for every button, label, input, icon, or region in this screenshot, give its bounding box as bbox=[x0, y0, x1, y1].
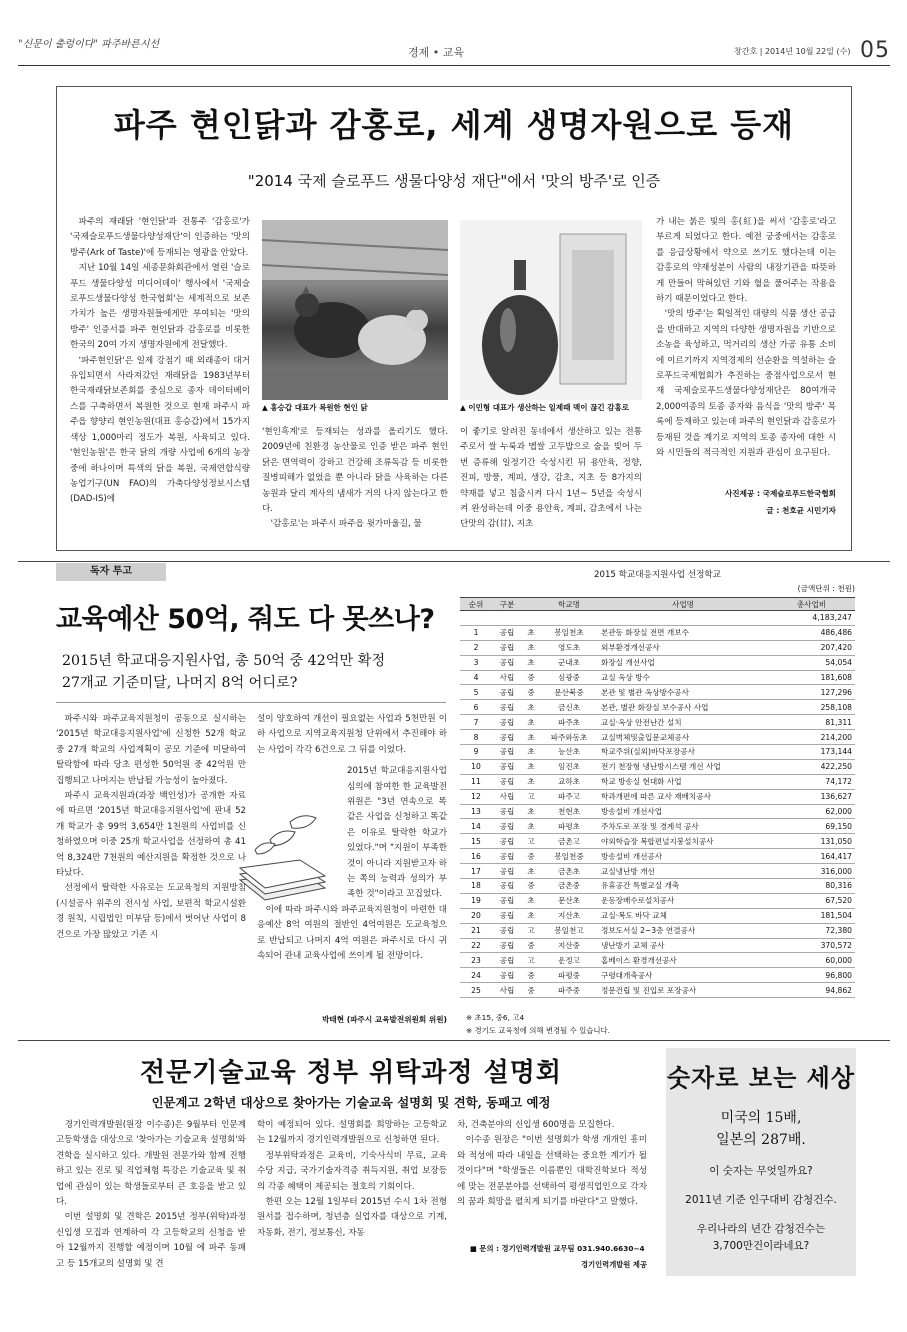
table-row bbox=[460, 700, 855, 715]
table-cell: 파주초 bbox=[540, 715, 598, 730]
table-note-2: ※ 경기도 교육청에 의해 변경될 수 있습니다. bbox=[466, 1026, 611, 1035]
table-row bbox=[460, 730, 855, 745]
table-cell: 181,608 bbox=[768, 670, 855, 685]
sidebar-question: 이 숫자는 무엇일까요? bbox=[709, 1165, 813, 1177]
column-header: 순위 bbox=[460, 598, 492, 611]
table-cell: 214,200 bbox=[768, 730, 855, 745]
table-row bbox=[460, 759, 855, 774]
table-cell: 냉난방기 교체 공사 bbox=[598, 938, 768, 953]
table-row bbox=[460, 625, 855, 640]
table-cell: 초 bbox=[522, 819, 540, 834]
article2-headline: 교육예산 50억, 줘도 다 못쓰나? bbox=[56, 604, 435, 635]
table-row bbox=[460, 879, 855, 894]
table-cell: 공립 bbox=[492, 879, 522, 894]
article3-headline: 전문기술교육 정부 위탁과정 설명회 bbox=[140, 1058, 562, 1088]
article3-credit: 경기인력개발원 제공 bbox=[581, 1260, 647, 1269]
table-cell: 고 bbox=[522, 953, 540, 968]
table-cell: 공립 bbox=[492, 804, 522, 819]
sidebar-title: 숫자로 보는 세상 bbox=[667, 1063, 855, 1092]
table-cell: 공립 bbox=[492, 759, 522, 774]
article2-subhead2: 27개교 기준미달, 나머지 8억 어디로? bbox=[62, 675, 298, 691]
table-cell: 지산초 bbox=[540, 908, 598, 923]
table-row bbox=[460, 923, 855, 938]
table-cell: 7 bbox=[460, 715, 492, 730]
paragraph: 이번 설명회 및 견학은 2015년 정부(위탁)과정 신입생 모집과 연계하여 각 고등학교의 신청을 받아 12월까지 진행할 예정이며 10월 에 파주 동패고 등 15개교의 설명회 및 견 bbox=[56, 1212, 246, 1269]
table-cell: 공립 bbox=[492, 625, 522, 640]
table-cell: 258,108 bbox=[768, 700, 855, 715]
table-total-value: 4,183,247 bbox=[768, 611, 855, 626]
table-cell: 파주고 bbox=[540, 789, 598, 804]
column-header bbox=[522, 598, 540, 611]
table-cell: 외부환경개선공사 bbox=[598, 640, 768, 655]
table-cell: 공립 bbox=[492, 685, 522, 700]
table-row bbox=[460, 789, 855, 804]
table-cell: 80,316 bbox=[768, 879, 855, 894]
table-cell: 방송설비 개선사업 bbox=[598, 804, 768, 819]
article1-col4 bbox=[656, 215, 836, 462]
article2-author: 박태현 (파주시 교육발전위원회 위원) bbox=[322, 1015, 447, 1024]
column-header: 구분 bbox=[492, 598, 522, 611]
chicken-illustration bbox=[262, 220, 448, 400]
table-cell: 공립 bbox=[492, 968, 522, 983]
paragraph: 지난 10월 14일 세종문화회관에서 열린 '슬로푸드 생물다양성 미디어데이' 행사에서 '국제슬로푸드생물다양성 한국협회'는 세계적으로 보존가치가 높은 생명자원들에게만 부여되는 '맛의 방주' 인증서를 파주 현인닭과 감홍로를 비롯한 한국의 20여 가지 생명자원에게 전달했다. bbox=[70, 263, 250, 351]
table-cell: 봉일천중 bbox=[540, 849, 598, 864]
table-cell: 봉일천초 bbox=[540, 625, 598, 640]
table-cell: 운정고 bbox=[540, 953, 598, 968]
article3-subhead: 인문계고 2학년 대상으로 찾아가는 기술교육 설명회 및 견학, 동패고 예정 bbox=[151, 1095, 551, 1110]
selection-table bbox=[460, 597, 855, 998]
numbers-sidebar-box bbox=[666, 1048, 856, 1276]
table-cell: 17 bbox=[460, 864, 492, 879]
table-cell: 207,420 bbox=[768, 640, 855, 655]
issue-info: 창간호 | 2014년 10월 22일 (수) bbox=[734, 47, 851, 56]
article1-col3 bbox=[460, 425, 642, 533]
photo2-caption: ▲ 이민형 대표가 생산하는 일제때 맥이 끊긴 감홍로 bbox=[460, 403, 629, 412]
table-cell: 방송설비 개선공사 bbox=[598, 849, 768, 864]
table-cell: 공립 bbox=[492, 774, 522, 789]
table-cell: 14 bbox=[460, 819, 492, 834]
table-cell: 초 bbox=[522, 625, 540, 640]
table-cell: 공립 bbox=[492, 938, 522, 953]
table-cell: 중 bbox=[522, 938, 540, 953]
table-row bbox=[460, 715, 855, 730]
table-cell: 공립 bbox=[492, 700, 522, 715]
table-cell: 파평중 bbox=[540, 968, 598, 983]
table-row bbox=[460, 953, 855, 968]
table-cell: 316,000 bbox=[768, 864, 855, 879]
paragraph: 파주시와 파주교육지원청이 공동으로 실시하는 '2015년 학교대응지원사업'에 신청한 52개 학교 중 27개 학교의 사업계획이 공모 기준에 미달하여 탈락함에 따라 당초 편성한 50억원 중 42억원 만 집행되고 나머지는 반납될 가능성이 높아졌다. bbox=[56, 714, 246, 786]
table-cell: 초 bbox=[522, 730, 540, 745]
paragraph: 정부위탁과정은 교육비, 기숙사식비 무료, 교육수당 지급, 국가기술자격증 취득지원, 취업 보장등의 각종 혜택이 제공되는 절호의 기회이다. bbox=[257, 1150, 447, 1192]
sidebar-fact-2: 3,700만건이라네요? bbox=[712, 1240, 810, 1252]
table-cell: 370,572 bbox=[768, 938, 855, 953]
table-cell: 136,627 bbox=[768, 789, 855, 804]
table-cell: 173,144 bbox=[768, 745, 855, 760]
paragraph: '감홍로'는 파주시 파주읍 윗가마울길, 물 bbox=[270, 519, 422, 530]
table-cell: 교실·옥상 안전난간 설치 bbox=[598, 715, 768, 730]
table-cell: 교실·복도 바닥 교체 bbox=[598, 908, 768, 923]
table-cell: 정문건립 및 진입로 포장공사 bbox=[598, 983, 768, 998]
table-cell: 20 bbox=[460, 908, 492, 923]
paragraph: 한편 오는 12월 1일부터 2015년 수시 1차 전형 원서를 접수하며, 청년층 실업자를 대상으로 기계, 자동화, 전기, 정보통신, 자동 bbox=[257, 1197, 447, 1238]
table-cell: 공립 bbox=[492, 819, 522, 834]
table-cell: 60,000 bbox=[768, 953, 855, 968]
table-cell: 교실냉난방 개선 bbox=[598, 864, 768, 879]
table-row bbox=[460, 819, 855, 834]
table-cell: 9 bbox=[460, 745, 492, 760]
table-cell: 54,054 bbox=[768, 655, 855, 670]
table-cell: 23 bbox=[460, 953, 492, 968]
table-cell: 69,150 bbox=[768, 819, 855, 834]
article3-col1 bbox=[56, 1118, 246, 1272]
table-cell: 홈베이스 환경개선공사 bbox=[598, 953, 768, 968]
paragraph: 파주의 재래닭 '현인닭'과 전통주 '감홍로'가 '국제슬로푸드생물다양성재단'이 인증하는 '맛의 방주(Ark of Taste)'에 등재되는 영광을 안았다. bbox=[70, 217, 250, 258]
table-cell: 교실 옥상 방수 bbox=[598, 670, 768, 685]
table-cell: 131,050 bbox=[768, 834, 855, 849]
table-row bbox=[460, 968, 855, 983]
table-row bbox=[460, 908, 855, 923]
table-cell: 화장실 개선사업 bbox=[598, 655, 768, 670]
table-cell: 군내초 bbox=[540, 655, 598, 670]
table-row bbox=[460, 849, 855, 864]
table-unit: (금액단위 : 천원) bbox=[797, 584, 855, 593]
writer-credit: 글 : 천호균 시민기자 bbox=[766, 506, 836, 515]
table-cell: 62,000 bbox=[768, 804, 855, 819]
paragraph: 2015년 학교대응지원사업 심의에 참여한 한 교육발전위원은 "3년 연속으로 똑같은 사업을 신청하고 똑같은 이유로 탈락한 학교가 있었다."며 "지원이 부족한 것이 아니라 지원받고자 하는 쪽의 능력과 성의가 부족한 것"이라고 꼬집었다. bbox=[347, 766, 447, 900]
table-cell: 중 bbox=[522, 685, 540, 700]
table-cell: 파평초 bbox=[540, 819, 598, 834]
table-cell: 본관 및 별관 옥상방수공사 bbox=[598, 685, 768, 700]
table-cell: 초 bbox=[522, 804, 540, 819]
table-cell: 문산북중 bbox=[540, 685, 598, 700]
table-cell: 4 bbox=[460, 670, 492, 685]
table-cell: 천현초 bbox=[540, 804, 598, 819]
table-cell: 초 bbox=[522, 655, 540, 670]
table-cell: 12 bbox=[460, 789, 492, 804]
table-cell: 1 bbox=[460, 625, 492, 640]
table-cell: 임진초 bbox=[540, 759, 598, 774]
article1-subhead: "2014 국제 슬로푸드 생물다양성 재단"에서 '맛의 방주'로 인증 bbox=[247, 172, 661, 190]
table-row bbox=[460, 864, 855, 879]
table-row bbox=[460, 938, 855, 953]
table-cell: 교하초 bbox=[540, 774, 598, 789]
table-cell: 94,862 bbox=[768, 983, 855, 998]
table-cell: 16 bbox=[460, 849, 492, 864]
column-header: 총사업비 bbox=[768, 598, 855, 611]
table-cell: 공립 bbox=[492, 745, 522, 760]
kicker-reader-contribution bbox=[56, 563, 166, 581]
table-cell: 학교주위(실외)바닥포장공사 bbox=[598, 745, 768, 760]
paragraph: 이수종 원장은 "이번 설명회가 학생 개개인 흥미와 적성에 따라 내일을 선택하는 중요한 계기가 될 것이다"며 "학생들은 이름뿐인 대학진학보다 적성에 맞는 전문분야를 선택하여 평생직업인으로 각자의 꿈과 희망을 펼치게 되기를 바란다"고 말했다. bbox=[457, 1135, 647, 1208]
table-cell: 공립 bbox=[492, 864, 522, 879]
table-cell: 2 bbox=[460, 640, 492, 655]
table-row bbox=[460, 745, 855, 760]
table-cell: 중 bbox=[522, 968, 540, 983]
table-row bbox=[460, 804, 855, 819]
sidebar-fact-1: 우리나라의 년간 감청건수는 bbox=[696, 1223, 826, 1235]
table-cell: 초 bbox=[522, 640, 540, 655]
table-cell: 공립 bbox=[492, 640, 522, 655]
table-cell: 사립 bbox=[492, 983, 522, 998]
table-cell: 164,417 bbox=[768, 849, 855, 864]
table-cell: 21 bbox=[460, 923, 492, 938]
table-row bbox=[460, 670, 855, 685]
table-cell: 중 bbox=[522, 983, 540, 998]
section-label: 경제 • 교육 bbox=[408, 46, 464, 59]
table-total-row bbox=[460, 611, 855, 626]
table-cell: 공립 bbox=[492, 655, 522, 670]
paragraph: 이에 따라 파주시와 파주교육지원청이 마련한 대응예산 8억 여원의 절반인 4억여원은 도교육청으로 반납되고 나머지 4억 여원은 파주시로 다시 귀속되어 관내 교육사업에 쓰이게 될 전망이다. bbox=[257, 904, 447, 962]
table-cell: 문산초 bbox=[540, 893, 598, 908]
table-cell: 심광중 bbox=[540, 670, 598, 685]
table-cell: 본관동 화장실 전면 개보수 bbox=[598, 625, 768, 640]
logo-text: "신문이 출렁이다" 파주바른시선 bbox=[18, 39, 160, 50]
table-cell: 영도초 bbox=[540, 640, 598, 655]
table-cell: 초 bbox=[522, 908, 540, 923]
bottle-illustration bbox=[460, 220, 642, 400]
table-cell: 초 bbox=[522, 864, 540, 879]
table-cell: 중 bbox=[522, 849, 540, 864]
paragraph: '파주현인닭'은 일제 강점기 때 외래종이 대거 유입되면서 사라져갔던 재래닭을 1983년부터 한국재래닭보존회를 중심으로 종자 데이터베이스를 구축하면서 복원한 것으로 현재 파주시 파주읍 향양리 현인농원(대표 홍승갑)에서 15가지 색상 1,000마리 정도가 복원, 사육되고 있다. '현인농원'은 한국 닭의 개량 사업에 6개의 농장 중에 하나이며 특색의 닭을 복원, 국제연합식량농업기구(UN FAO)의 가축다양성정보시스템(DAD-IS)에 bbox=[70, 355, 250, 505]
table-cell: 초 bbox=[522, 759, 540, 774]
table-cell: 8 bbox=[460, 730, 492, 745]
table-cell: 13 bbox=[460, 804, 492, 819]
paragraph: 이 좋기로 알려진 동네에서 생산하고 있는 전통주로서 쌀 누룩과 멥쌀 고두밥으로 술을 빚어 두 번 증류해 일정기간 숙성시킨 뒤 용안육, 정향, 진피, 방풍, 계피, 생강, 감초, 지초 등 8가지의 약재를 넣고 침출시켜 다시 1년~ 5년을 숙성시켜 완성하는데 이중 용안육, 계피, 감초에서 나는 단맛의 감(甘), 지초 bbox=[460, 427, 642, 530]
paragraph: '맛의 방주'는 획일적인 대량의 식품 생산 공급을 반대하고 지역의 다양한 생명자원을 기반으로 소농을 육성하고, 먹거리의 생산 가공 유통 소비에 이르기까지 지역경제의 선순환을 역설하는 슬로푸드국제협회가 추진하는 중점사업으로서 현재 국제슬로푸드생물다양성재단은 80여개국 2,000여종의 토종 종자와 음식을 '맛의 방주' 목록에 등재하고 있는데 파주의 현인닭과 감홍로가 등재된 것을 계기로 지역의 토종 종자에 대한 시와 시민들의 적극적인 지원과 관심이 요구된다. bbox=[656, 309, 836, 459]
table-row bbox=[460, 655, 855, 670]
table-cell: 공립 bbox=[492, 923, 522, 938]
table-header-row bbox=[460, 598, 855, 611]
table-cell: 19 bbox=[460, 893, 492, 908]
article2-subhead1: 2015년 학교대응지원사업, 총 50억 중 42억만 확정 bbox=[62, 653, 386, 669]
table-cell: 봉일천고 bbox=[540, 923, 598, 938]
table-row bbox=[460, 774, 855, 789]
paragraph: 선정에서 탈락한 사유로는 도교육청의 지원방침(시설공사 위주의 전시성 사업, 보편적 학교시설환경 원칙, 시립법인 미부담 등)에서 벗어난 사업이 8건으로 가장 많았고 기존 시 bbox=[56, 883, 246, 940]
paragraph: 파주시 교육지원과(과장 백인성)가 공개한 자료에 따르면 '2015년 학교대응지원사업'에 판내 52개 학교가 총 99억 3,654만 1천원의 사업비를 신청하였으며 이중 25개 학교사업을 선정하여 총 41억 8,324만 7천원의 예산지원을 확정한 것으로 나타났다. bbox=[56, 791, 246, 879]
sidebar-line-1: 미국의 15배, bbox=[720, 1110, 802, 1126]
table-cell: 금촌중 bbox=[540, 879, 598, 894]
table-cell: 지산중 bbox=[540, 938, 598, 953]
photo1-caption: ▲ 홍승갑 대표가 복원한 현인 닭 bbox=[262, 403, 368, 412]
article1-headline: 파주 현인닭과 감홍로, 세계 생명자원으로 등재 bbox=[113, 106, 795, 144]
table-cell: 81,311 bbox=[768, 715, 855, 730]
table-cell: 181,504 bbox=[768, 908, 855, 923]
table-cell: 능산초 bbox=[540, 745, 598, 760]
column-header: 학교명 bbox=[540, 598, 598, 611]
table-cell: 교실벽체및출입문교체공사 bbox=[598, 730, 768, 745]
table-cell: 전기 천장형 냉난방시스템 개선 사업 bbox=[598, 759, 768, 774]
sidebar-line-2: 일본의 287배. bbox=[716, 1132, 806, 1148]
table-title: 2015 학교대응지원사업 선정학교 bbox=[594, 570, 721, 580]
table-cell: 사립 bbox=[492, 670, 522, 685]
table-cell: 야외학습장 복합편널지붕설치공사 bbox=[598, 834, 768, 849]
table-cell: 공립 bbox=[492, 908, 522, 923]
table-cell: 6 bbox=[460, 700, 492, 715]
table-cell: 10 bbox=[460, 759, 492, 774]
table-cell: 11 bbox=[460, 774, 492, 789]
paragraph: 학이 예정되어 있다. 설명회를 희망하는 고등학교는 12월까지 경기인력개발원으로 신청하면 된다. bbox=[257, 1120, 447, 1146]
paragraph: '현인흑계'로 등재되는 성과를 올리기도 했다. 2009년에 친환경 농산물로 인증 받은 파주 현인닭은 면역력이 강하고 건강해 조류독감 등 비롯한 질병피해가 없었을 뿐 아니라 닭을 사육하는 다른 농원과 달리 계사의 냄새가 거의 나지 않는다고 한다. bbox=[262, 427, 448, 515]
table-cell: 공립 bbox=[492, 849, 522, 864]
table-cell: 5 bbox=[460, 685, 492, 700]
table-cell: 25 bbox=[460, 983, 492, 998]
table-cell: 금촌초 bbox=[540, 864, 598, 879]
table-cell: 초 bbox=[522, 745, 540, 760]
table-cell: 운동장배수로설치공사 bbox=[598, 893, 768, 908]
table-cell: 학교 방송실 현대화 사업 bbox=[598, 774, 768, 789]
table-cell: 공립 bbox=[492, 893, 522, 908]
sidebar-answer: 2011년 기준 인구대비 감청건수. bbox=[685, 1194, 837, 1206]
article2-col1 bbox=[56, 712, 246, 943]
table-cell: 고 bbox=[522, 834, 540, 849]
photo-hyeonin-chicken bbox=[262, 220, 448, 400]
table-cell: 22 bbox=[460, 938, 492, 953]
table-cell: 사립 bbox=[492, 789, 522, 804]
table-cell: 초 bbox=[522, 715, 540, 730]
article1-col2 bbox=[262, 425, 448, 533]
table-cell: 금촌고 bbox=[540, 834, 598, 849]
table-cell: 3 bbox=[460, 655, 492, 670]
table-cell: 파주중 bbox=[540, 983, 598, 998]
table-cell: 422,250 bbox=[768, 759, 855, 774]
table-cell: 24 bbox=[460, 968, 492, 983]
column-header: 사업명 bbox=[598, 598, 768, 611]
table-cell: 초 bbox=[522, 774, 540, 789]
table-cell: 파주와동초 bbox=[540, 730, 598, 745]
table-cell: 중 bbox=[522, 879, 540, 894]
masthead-logo bbox=[18, 32, 198, 54]
table-row bbox=[460, 983, 855, 998]
table-cell: 정보도서실 2~3층 연결공사 bbox=[598, 923, 768, 938]
table-cell: 구령대개축공사 bbox=[598, 968, 768, 983]
table-cell: 고 bbox=[522, 923, 540, 938]
table-cell: 초 bbox=[522, 700, 540, 715]
paragraph: 경기인력개발원(원장 이수종)은 9월부터 인문계고등학생을 대상으로 '찾아가는 기술교육 설명회'와 견학을 실시하고 있다. 개발원 전문가와 함께 진행하고 있는 진로 및 직업체험 특강은 기술교육 및 취업에 관심이 있는 학생들로부터 큰 호응을 받고 있다. bbox=[56, 1120, 246, 1208]
photo-gamhongro-bottle bbox=[460, 220, 642, 400]
table-cell: 공립 bbox=[492, 715, 522, 730]
article3-col2 bbox=[257, 1118, 447, 1241]
table-cell: 공립 bbox=[492, 730, 522, 745]
article3-col3 bbox=[457, 1118, 647, 1210]
table-cell: 중 bbox=[522, 670, 540, 685]
table-cell: 공립 bbox=[492, 953, 522, 968]
table-cell: 주차도로 포장 및 경계석 공사 bbox=[598, 819, 768, 834]
table-cell: 96,800 bbox=[768, 968, 855, 983]
table-note-1: ※ 초15, 중6, 고4 bbox=[466, 1013, 525, 1022]
table-cell: 고 bbox=[522, 789, 540, 804]
table-cell: 67,520 bbox=[768, 893, 855, 908]
table-cell: 금신초 bbox=[540, 700, 598, 715]
paragraph: 설이 양호하여 개선이 필요없는 사업과 5천만원 이하 사업으로 지역교육지원청 단위에서 추진해야 하는 사업이 각각 6건으로 그 뒤를 이었다. bbox=[257, 714, 447, 755]
paragraph: 가 내는 붉은 빛의 홍(紅)을 써서 '감홍로'라고 부르게 되었다고 한다. 예전 궁중에서는 감홍로를 응급상황에서 약으로 쓰기도 했다는데 이는 감홍로의 약재성분이 사람의 내장기관을 따뜻하게 만들어 막혀있던 기와 혈을 풀어주는 작용을 하기 때문이었다고 한다. bbox=[656, 217, 836, 305]
table-cell: 공립 bbox=[492, 834, 522, 849]
photo-credit: 사진제공 : 국제슬로푸드한국협회 bbox=[724, 489, 836, 498]
paragraph: 차, 건축분야의 신입생 600명을 모집한다. bbox=[457, 1120, 615, 1130]
table-cell: 18 bbox=[460, 879, 492, 894]
article2-col2 bbox=[257, 712, 447, 965]
table-row bbox=[460, 685, 855, 700]
table-cell: 72,380 bbox=[768, 923, 855, 938]
table-cell: 74,172 bbox=[768, 774, 855, 789]
table-row bbox=[460, 893, 855, 908]
table-cell: 15 bbox=[460, 834, 492, 849]
page-number: 05 bbox=[860, 38, 890, 63]
table-cell: 127,296 bbox=[768, 685, 855, 700]
table-cell: 학과개편에 따른 교사 재배치공사 bbox=[598, 789, 768, 804]
article1-col1 bbox=[70, 215, 250, 508]
table-row bbox=[460, 834, 855, 849]
table-cell: 유휴공간 특별교실 개축 bbox=[598, 879, 768, 894]
kicker-label: 독자 투고 bbox=[89, 566, 133, 577]
table-cell: 486,486 bbox=[768, 625, 855, 640]
article3-contact: ■ 문의 : 경기인력개발원 교무팀 031.940.6630~4 bbox=[470, 1244, 645, 1253]
table-cell: 초 bbox=[522, 893, 540, 908]
table-row bbox=[460, 640, 855, 655]
table-cell: 본관, 별관 화장실 보수공사 사업 bbox=[598, 700, 768, 715]
